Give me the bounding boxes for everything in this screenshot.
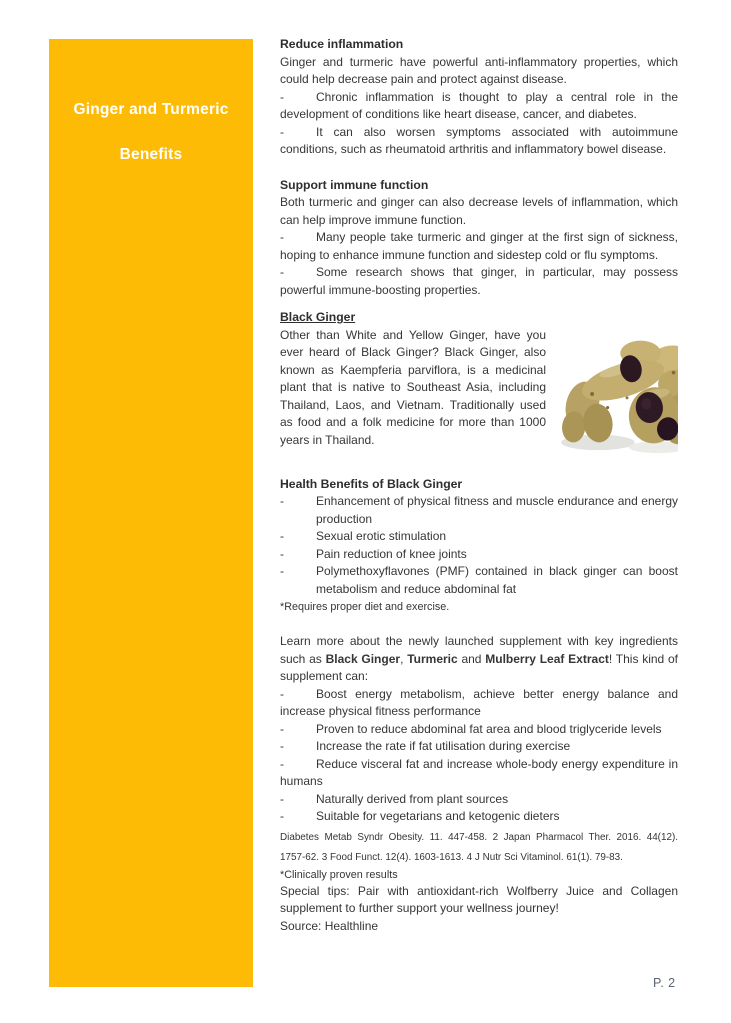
bullet-item: [280, 493, 678, 528]
bullet-text: Boost energy metabolism, achieve better energy balance and increase physical fitness performance: [280, 686, 678, 718]
bullet-item: [280, 229, 678, 264]
black-ginger-illustration: [558, 330, 678, 456]
bullet-dash: -: [280, 230, 284, 244]
bullet-item: [280, 124, 678, 159]
sidebar-title-line1: Ginger and Turmeric: [73, 101, 229, 118]
paragraph-special-tips: Special tips: Pair with antioxidant-rich Wolfberry Juice and Collagen supplement to further support your wellness journey!: [280, 883, 678, 915]
footnote-clinically-proven: *Clinically proven results: [280, 868, 398, 881]
ingredient-turmeric: Turmeric: [407, 651, 458, 666]
page-number: P. 2: [653, 976, 676, 990]
heading-reduce-inflammation: Reduce inflammation: [280, 37, 404, 51]
bullet-item: [280, 791, 678, 809]
content-column: [280, 36, 678, 935]
sidebar-title-line2: Benefits: [119, 146, 183, 163]
bullet-dash: -: [280, 265, 284, 279]
heading-black-ginger: [280, 309, 678, 327]
bullet-dash: -: [280, 686, 284, 701]
bullet-text: Some research shows that ginger, in particular, may possess powerful immune-boosting properties.: [280, 265, 678, 297]
bullet-item: [280, 686, 678, 721]
bullet-dash: -: [280, 124, 284, 139]
bullet-dash: -: [280, 564, 284, 578]
black-ginger-image: [558, 330, 678, 456]
bullet-text: Proven to reduce abdominal fat area and blood triglyceride levels: [316, 721, 662, 736]
citation-line: 1757-62. 3 Food Funct. 12(4). 1603-1613. 4 J Nutr Sci Vitaminol. 61(1). 79-83.: [280, 851, 623, 863]
bullet-dash: -: [280, 546, 284, 561]
intro-text: ! This kind of supplement can:: [280, 651, 679, 683]
source-line: Source: Healthline: [280, 918, 379, 933]
bullet-dash: -: [280, 721, 284, 736]
bullet-dash: -: [280, 739, 284, 753]
paragraph-reduce-intro: Ginger and turmeric have powerful anti-inflammatory properties, which could help decrease pain and protect against disease.: [280, 54, 678, 86]
bullet-dash: -: [280, 529, 284, 543]
section-supplement: [280, 633, 678, 883]
citation-line: Diabetes Metab Syndr Obesity. 11. 447-458. 2 Japan Pharmacol Ther. 2016. 44(12).: [280, 831, 678, 843]
bullet-text: Sexual erotic stimulation: [316, 529, 447, 543]
paragraph-supplement-intro: [280, 633, 678, 686]
bullet-text: Chronic inflammation is thought to play a central role in the development of conditions like heart disease, cancer, and diabetes.: [280, 89, 678, 121]
section-support-immune: [280, 177, 678, 300]
bullet-text: Enhancement of physical fitness and muscle endurance and energy production: [316, 494, 678, 526]
bullet-dash: -: [280, 791, 284, 806]
footnote-requires-diet: *Requires proper diet and exercise.: [280, 601, 450, 613]
heading-health-benefits: Health Benefits of Black Ginger: [280, 476, 463, 491]
paragraph-immune-intro: Both turmeric and ginger can also decrease levels of inflammation, which can help improve immune function.: [280, 195, 678, 227]
bullet-item: [280, 808, 678, 826]
intro-text: and: [457, 651, 486, 666]
ingredient-black-ginger: Black Ginger: [325, 651, 401, 666]
section-reduce-inflammation: [280, 36, 678, 159]
bullet-text: Polymethoxyflavones (PMF) contained in black ginger can boost metabolism and reduce abdominal fat: [316, 564, 678, 596]
bullet-item: [280, 264, 678, 299]
intro-text: ,: [400, 651, 408, 666]
section-health-benefits: [280, 476, 678, 616]
bullet-text: It can also worsen symptoms associated with autoimmune conditions, such as rheumatoid arthritis and inflammatory bowel disease.: [280, 124, 678, 156]
bullet-item: [280, 546, 678, 564]
bullet-item: [280, 528, 678, 546]
bullet-text: Suitable for vegetarians and ketogenic dieters: [316, 809, 560, 823]
bullet-text: Naturally derived from plant sources: [316, 791, 509, 806]
bullet-item: [280, 89, 678, 124]
bullet-item: [280, 563, 678, 598]
intro-text: Learn more about the newly launched supplement with key ingredients such as: [280, 634, 678, 666]
bullet-text: Reduce visceral fat and increase whole-body energy expenditure in humans: [280, 756, 678, 788]
bullet-item: [280, 756, 678, 791]
paragraph-black-ginger: Other than White and Yellow Ginger, have you ever heard of Black Ginger? Black Ginger, also known as Kaempferia parviflora, is a medicinal plant that is native to Southeast Asia, including Thailand, Laos, and Vietnam. Traditionally used as food and a folk medicine for more than 1000 years in Thailand.: [280, 327, 546, 447]
bullet-text: Many people take turmeric and ginger at the first sign of sickness, hoping to enhance immune function and sidestep cold or flu symptoms.: [280, 230, 678, 262]
bullet-text: Increase the rate if fat utilisation during exercise: [316, 739, 571, 753]
heading-support-immune: Support immune function: [280, 177, 429, 192]
bullet-dash: -: [280, 809, 284, 823]
bullet-dash: -: [280, 89, 284, 104]
bullet-text: Pain reduction of knee joints: [316, 546, 467, 561]
bullet-item: [280, 721, 678, 739]
heading-black-ginger-text: Black Ginger: [280, 310, 356, 324]
bullet-item: [280, 738, 678, 756]
ingredient-mulberry: Mulberry Leaf Extract: [485, 651, 609, 666]
sidebar-banner: [49, 39, 253, 987]
bullet-dash: -: [280, 494, 284, 508]
bullet-dash: -: [280, 756, 284, 771]
section-black-ginger: [280, 309, 678, 456]
